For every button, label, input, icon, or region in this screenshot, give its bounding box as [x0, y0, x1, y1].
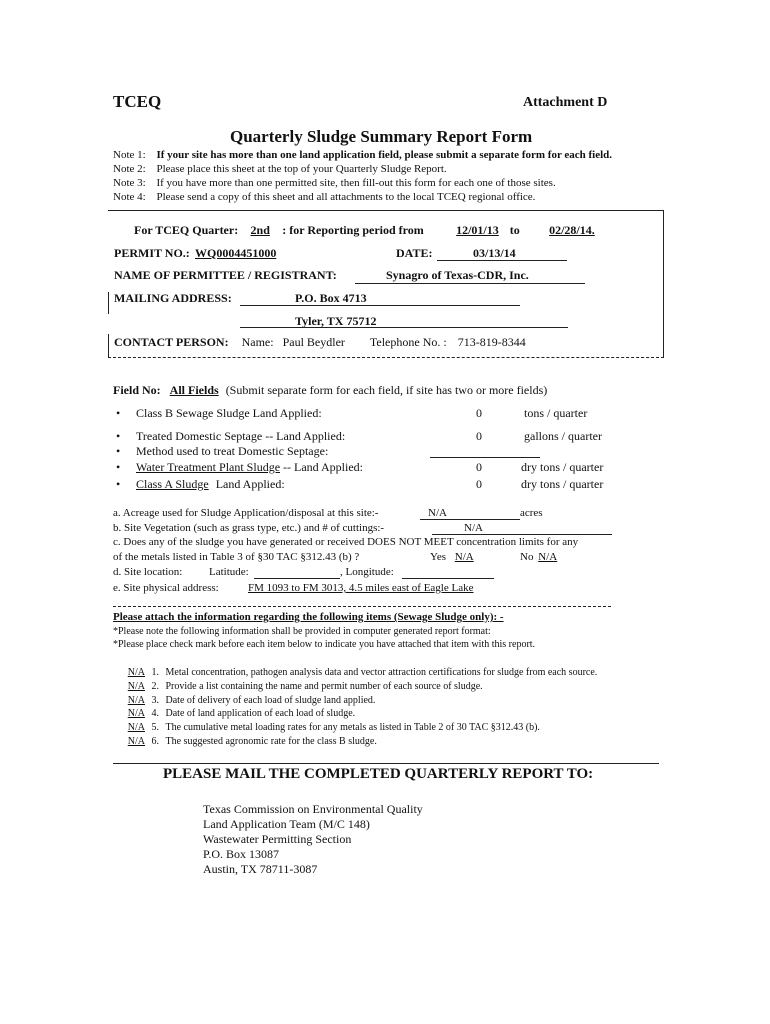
mailing-underline-2 [240, 327, 568, 328]
box-top-border [108, 210, 664, 211]
mail-heading: PLEASE MAIL THE COMPLETED QUARTERLY REPORT TO: [163, 766, 594, 782]
bullet-icon: • [116, 444, 121, 458]
mailing-underline-1 [240, 305, 520, 306]
note-text: Please place this sheet at the top of your Quarterly Sludge Report. [156, 163, 447, 175]
attach-item-4 [113, 708, 355, 719]
check-mark: N/A [127, 722, 145, 733]
attach-note-2: *Please place check mark before each item below to indicate you have attached that item with this report. [113, 639, 536, 650]
item-number: 3. [151, 695, 159, 706]
bullet-icon: • [116, 406, 121, 420]
period-from: 12/01/13 [456, 223, 499, 237]
longitude-underline [402, 578, 494, 579]
question-e-label: e. Site physical address: [113, 582, 219, 594]
question-c-yes [430, 551, 474, 563]
field-note: (Submit separate form for each field, if site has two or more fields) [225, 383, 548, 397]
date-underline [437, 260, 567, 261]
item-value: 0 [476, 477, 482, 491]
item-label-underlined: Class A Sludge [136, 477, 209, 491]
permittee-value: Synagro of Texas-CDR, Inc. [386, 268, 529, 282]
question-a-underline [420, 519, 520, 520]
question-b-value: N/A [464, 522, 483, 534]
bullet-icon: • [116, 477, 121, 491]
check-mark: N/A [127, 736, 145, 747]
item-number: 4. [151, 708, 159, 719]
attach-item-2 [113, 681, 483, 692]
item-value: 0 [476, 429, 482, 443]
period-to: 02/28/14. [549, 223, 595, 237]
item-text: The cumulative metal loading rates for any metals as listed in Table 2 of 30 TAC §312.43 (b). [165, 722, 540, 733]
item-text: Date of land application of each load of sludge. [165, 708, 356, 719]
attach-note-1: *Please note the following information shall be provided in computer generated report format: [113, 626, 491, 637]
attachment-label: Attachment D [523, 95, 608, 110]
date-label: DATE: [396, 246, 433, 260]
box-left-border-2 [108, 334, 109, 358]
latitude-label: Latitude: [209, 566, 249, 578]
bullet-icon: • [116, 460, 121, 474]
item-unit: dry tons / quarter [521, 460, 604, 474]
item-label: Class B Sewage Sludge Land Applied: [136, 406, 322, 420]
attach-heading: Please attach the information regarding the following items (Sewage Sludge only): - [113, 611, 504, 623]
item-label-row [136, 477, 285, 492]
box-left-border-1 [108, 292, 109, 314]
mail-line-4: P.O. Box 13087 [203, 847, 280, 861]
name-label: Name: [241, 335, 274, 349]
box-bottom-border [108, 357, 664, 358]
yes-label: Yes [430, 551, 447, 563]
item-label-row [136, 460, 363, 475]
item-value: 0 [476, 460, 482, 474]
contact-row [114, 335, 526, 350]
attach-item-5 [113, 722, 540, 733]
attach-item-6 [113, 736, 377, 747]
question-b-underline [432, 534, 612, 535]
contact-label: CONTACT PERSON: [114, 335, 229, 349]
mail-line-3: Wastewater Permitting Section [203, 832, 352, 846]
yes-value: N/A [454, 551, 474, 563]
agency-name: TCEQ [113, 92, 162, 111]
item-number: 5. [151, 722, 159, 733]
longitude-label: , Longitude: [340, 566, 394, 578]
phone-label: Telephone No. : [369, 335, 447, 349]
mailing-line-1: P.O. Box 4713 [295, 291, 367, 305]
note-text: If your site has more than one land application field, please submit a separate form for each field. [156, 149, 613, 161]
method-underline [430, 457, 540, 458]
item-unit: dry tons / quarter [521, 477, 604, 491]
field-label: Field No: [113, 383, 161, 397]
item-unit: gallons / quarter [524, 429, 602, 443]
question-c-no [520, 551, 557, 563]
check-mark: N/A [127, 667, 145, 678]
bullet-icon: • [116, 429, 121, 443]
no-value: N/A [538, 551, 558, 563]
check-mark: N/A [127, 708, 145, 719]
period-label: : for Reporting period from [282, 223, 424, 237]
question-b-label: b. Site Vegetation (such as grass type, etc.) and # of cuttings:- [113, 522, 385, 534]
note-label: Note 4: [113, 191, 146, 203]
no-label: No [520, 551, 534, 563]
item-unit: tons / quarter [524, 406, 588, 420]
note-label: Note 1: [113, 149, 146, 161]
check-mark: N/A [127, 695, 145, 706]
check-mark: N/A [127, 681, 145, 692]
note-text: If you have more than one permitted site, then fill-out this form for each one of those sites. [156, 177, 556, 189]
item-text: Metal concentration, pathogen analysis data and vector attraction certifications for sludge from each source. [165, 667, 598, 678]
mail-line-5: Austin, TX 78711-3087 [203, 862, 318, 876]
question-a-label: a. Acreage used for Sludge Application/disposal at this site:- [113, 507, 379, 519]
latitude-underline [254, 578, 340, 579]
attach-item-3 [113, 695, 375, 706]
permit-value: WQ0004451000 [195, 246, 277, 260]
mail-line-1: Texas Commission on Environmental Quality [203, 802, 423, 816]
mail-line-2: Land Application Team (M/C 148) [203, 817, 370, 831]
quarter-value: 2nd [250, 223, 270, 237]
item-label-underlined: Water Treatment Plant Sludge [136, 460, 281, 474]
question-d-label: d. Site location: [113, 566, 183, 578]
field-row [113, 383, 547, 398]
field-value: All Fields [169, 383, 219, 397]
item-number: 6. [151, 736, 159, 747]
item-text: The suggested agronomic rate for the class B sludge. [165, 736, 377, 747]
item-value: 0 [476, 406, 482, 420]
permit-label: PERMIT NO.: [114, 246, 190, 260]
item-label: Treated Domestic Septage -- Land Applied: [136, 429, 346, 443]
item-number: 2. [151, 681, 159, 692]
name-value: Paul Beydler [282, 335, 345, 349]
item-number: 1. [151, 667, 159, 678]
permittee-underline [355, 283, 585, 284]
note-4 [113, 191, 535, 203]
note-2 [113, 163, 447, 175]
item-label: Method used to treat Domestic Septage: [136, 444, 329, 458]
item-label: -- Land Applied: [283, 460, 364, 474]
date-value: 03/13/14 [473, 246, 516, 260]
question-c-line-1: c. Does any of the sludge you have generated or received DOES NOT MEET concentration limits for any [113, 536, 579, 548]
note-1 [113, 149, 612, 161]
mail-separator [113, 763, 659, 764]
attach-item-1 [113, 667, 597, 678]
item-label: Land Applied: [215, 477, 285, 491]
permittee-label: NAME OF PERMITTEE / REGISTRANT: [114, 268, 337, 282]
quarter-label: For TCEQ Quarter: [134, 223, 239, 237]
box-right-border [663, 210, 664, 358]
note-label: Note 3: [113, 177, 146, 189]
page-title: Quarterly Sludge Summary Report Form [230, 127, 533, 146]
note-text: Please send a copy of this sheet and all attachments to the local TCEQ regional office. [156, 191, 536, 203]
item-text: Provide a list containing the name and permit number of each source of sludge. [165, 681, 483, 692]
question-e-value: FM 1093 to FM 3013, 4.5 miles east of Eagle Lake [248, 582, 474, 594]
quarter-row [134, 223, 595, 238]
question-a-value: N/A [428, 507, 447, 519]
question-c-line-2: of the metals listed in Table 3 of §30 TAC §312.43 (b) ? [113, 551, 360, 563]
item-text: Date of delivery of each load of sludge land applied. [165, 695, 376, 706]
mailing-label: MAILING ADDRESS: [114, 291, 232, 305]
note-3 [113, 177, 556, 189]
question-a-unit: acres [520, 507, 543, 519]
note-label: Note 2: [113, 163, 146, 175]
period-to-label: to [509, 223, 520, 237]
mailing-line-2: Tyler, TX 75712 [295, 314, 377, 328]
separator-line [113, 606, 611, 607]
phone-value: 713-819-8344 [457, 335, 526, 349]
